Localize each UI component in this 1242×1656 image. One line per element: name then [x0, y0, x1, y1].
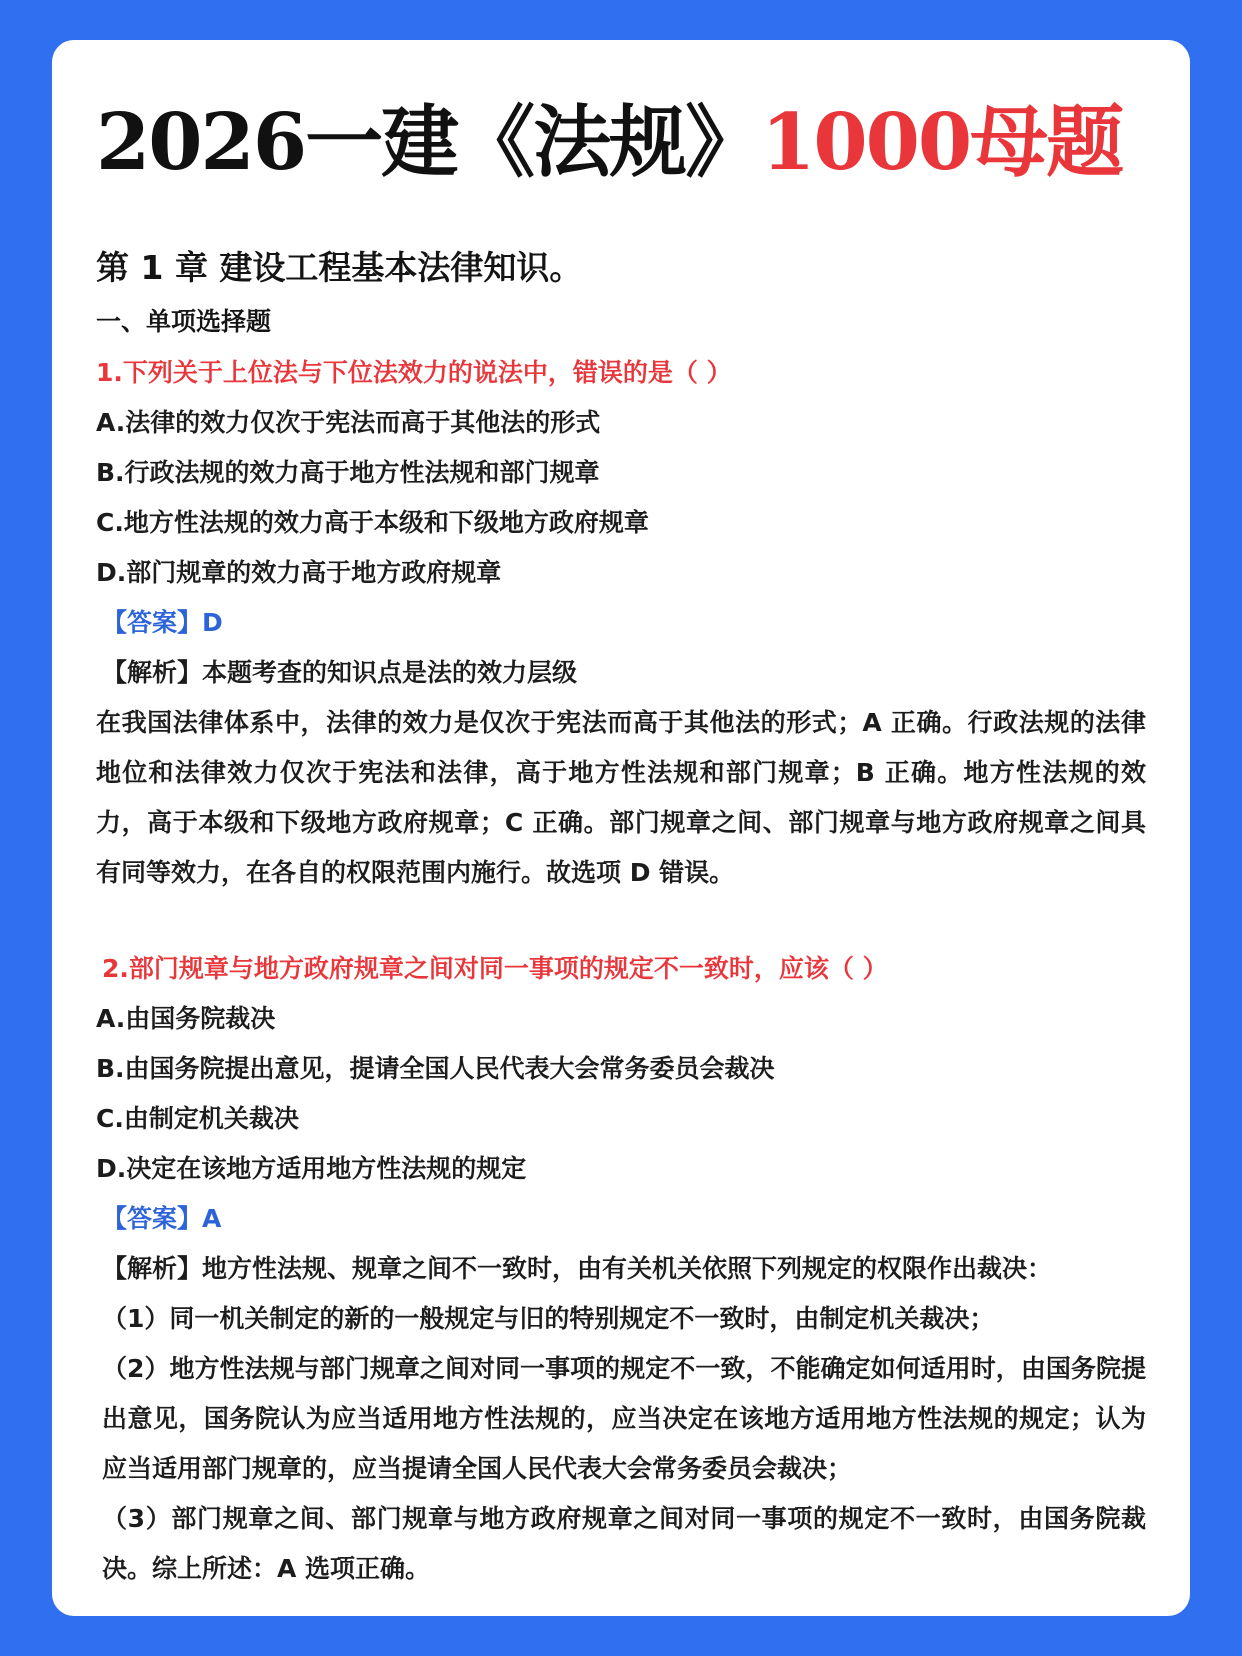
question-2-option-d: D.决定在该地方适用地方性法规的规定: [96, 1154, 527, 1183]
page-title: [96, 88, 1146, 198]
question-2-option-c: C.由制定机关裁决: [96, 1104, 299, 1133]
question-2-analysis-item-2: （2）地方性法规与部门规章之间对同一事项的规定不一致，不能确定如何适用时，由国务院提出意见，国务院认为应当适用地方性法规的，应当决定在该地方适用地方性法规的规定；认为应当适用部门规章的，应当提请全国人民代表大会常务委员会裁决；: [102, 1354, 1146, 1483]
question-1-answer: 【答案】D: [102, 608, 223, 637]
question-2-option-a: A.由国务院裁决: [96, 1004, 276, 1033]
question-2-answer: 【答案】A: [102, 1204, 222, 1233]
question-2-text: 2.部门规章与地方政府规章之间对同一事项的规定不一致时，应该（ ）: [102, 954, 888, 983]
question-2-analysis-item-1: （1）同一机关制定的新的一般规定与旧的特别规定不一致时，由制定机关裁决；: [102, 1304, 995, 1333]
spacer: [96, 898, 1146, 944]
question-1-analysis-body: 在我国法律体系中，法律的效力是仅次于宪法而高于其他法的形式；A 正确。行政法规的法律地位和法律效力仅次于宪法和法律，高于地方性法规和部门规章；B 正确。地方性法规的效力，高于本级和下级地方政府规章；C 正确。部门规章之间、部门规章与地方政府规章之间具有同等效力，在各自的权限范围内施行。故选项 D 错误。: [96, 708, 1146, 887]
question-1-analysis-title: 【解析】本题考查的知识点是法的效力层级: [102, 658, 578, 687]
question-2-option-b: B.由国务院提出意见，提请全国人民代表大会常务委员会裁决: [96, 1054, 775, 1083]
question-1-text: 1.下列关于上位法与下位法效力的说法中，错误的是（ ）: [96, 358, 732, 387]
question-1-option-c: C.地方性法规的效力高于本级和下级地方政府规章: [96, 508, 649, 537]
title-main: 2026一建《法规》: [96, 97, 762, 188]
title-accent: 1000母题: [761, 97, 1123, 188]
content-card: [52, 40, 1190, 1616]
section-heading: 一、单项选择题: [96, 307, 272, 336]
chapter-heading: 第 1 章 建设工程基本法律知识。: [96, 248, 583, 287]
question-2-analysis-item-3: （3）部门规章之间、部门规章与地方政府规章之间对同一事项的规定不一致时，由国务院裁决。综上所述：A 选项正确。: [102, 1504, 1146, 1583]
question-1-option-a: A.法律的效力仅次于宪法而高于其他法的形式: [96, 408, 601, 437]
question-1-option-b: B.行政法规的效力高于地方性法规和部门规章: [96, 458, 600, 487]
question-2-analysis-title: 【解析】地方性法规、规章之间不一致时，由有关机关依照下列规定的权限作出裁决：: [102, 1254, 1053, 1283]
question-1-option-d: D.部门规章的效力高于地方政府规章: [96, 558, 502, 587]
